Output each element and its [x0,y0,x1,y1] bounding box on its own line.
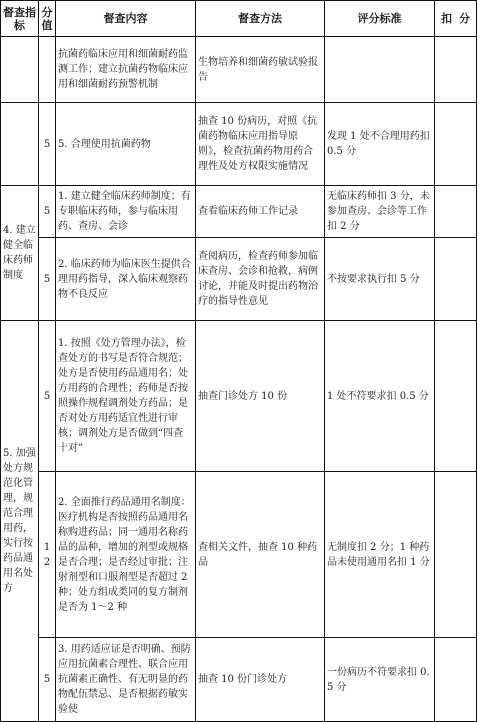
row-deduct [435,103,477,186]
row-indicator: 4. 建立健全临床药师制度 [1,186,39,321]
header-deduct-a: 扣 [441,12,452,25]
row-score: 5 [39,238,56,321]
row-content: 抗菌药临床应用和细菌耐药监测工作；建立抗菌药物临床应用和细菌耐药预警机制 [56,37,196,103]
row-criteria: 1 处不符要求扣 0.5 分 [325,321,435,472]
table-row [1,37,477,103]
row-indicator: 5. 加强处方规范化管理，规范合理用药，实行按药品通用名处方 [1,321,39,722]
table-row [1,238,477,321]
table-row [1,472,477,638]
row-method: 抽查 10 份门诊处方 [196,638,325,722]
row-method: 查相关文件，抽查 10 种药品 [196,472,325,638]
row-criteria: 一份病历不符要求扣 0.5 分 [325,638,435,722]
row-criteria: 无临床药师扣 3 分，未参加查房、会诊等工作扣 2 分 [325,186,435,238]
header-content: 督查内容 [56,1,196,37]
table-row [1,321,477,472]
row-deduct [435,472,477,638]
header-deduct [435,1,477,37]
row-deduct [435,186,477,238]
row-deduct [435,321,477,472]
row-score: 5 [39,186,56,238]
row-method: 抽查 10 份病历，对照《抗菌药物临床应用指导原则》，检查抗菌药物用药合理性及处方权限实施情况 [196,103,325,186]
row-score: 12 [39,472,56,638]
row-deduct [435,638,477,722]
row-content: 1. 建立健全临床药师制度；有专职临床药师，参与临床用药、查房、会诊 [56,186,196,238]
row-content: 2. 临床药师为临床医生提供合理用药指导，深入临床观察药物不良反应 [56,238,196,321]
table-row [1,186,477,238]
header-deduct-b: 分 [459,12,470,25]
row-indicator-empty [1,103,39,186]
row-criteria [325,37,435,103]
row-score: 5 [39,321,56,472]
row-content: 5. 合理使用抗菌药物 [56,103,196,186]
table-row [1,638,477,722]
header-row [1,1,477,37]
row-content: 3. 用药适应证是否明确、预防应用抗菌素合理性、联合应用抗菌素正确性、有无明显的药物配伍禁忌、是否根据药敏实验使 [56,638,196,722]
header-score: 分值 [39,1,56,37]
row-deduct [435,37,477,103]
row-content: 1. 按照《处方管理办法》，检查处方的书写是否符合规范；处方是否使用药品通用名；处方用药的合理性；药师是否按照操作规程调剂处方药品；是否对处方用药适宜性进行审核；调剂处方是否做到“四查十对” [56,321,196,472]
header-criteria: 评分标准 [325,1,435,37]
row-criteria: 发现 1 处不合理用药扣 0.5 分 [325,103,435,186]
row-indicator [1,37,39,103]
table-row [1,103,477,186]
row-score: 5 [39,103,56,186]
row-method: 抽查门诊处方 10 份 [196,321,325,472]
row-content: 2. 全面推行药品通用名制度：医疗机构是否按照药品通用名称购进药品；同一通用名称药品的品种，增加的剂型或规格是否合理；是否经过审批；注射剂型和口服剂型是否超过 2 种；处方组成类同的复方制剂是否为 1～2 种 [56,472,196,638]
header-method: 督查方法 [196,1,325,37]
row-method: 生物培养和细菌药敏试验报告 [196,37,325,103]
row-score: 5 [39,638,56,722]
row-criteria: 无制度扣 2 分；1 种药品未使用通用名扣 1 分 [325,472,435,638]
header-indicator: 督查指标 [1,1,39,37]
row-method: 查阅病历，检查药师参加临床查房、会诊和抢救，病例讨论，并能及时提出药物治疗的指导性意见 [196,238,325,321]
row-criteria: 不按要求执行扣 5 分 [325,238,435,321]
row-score [39,37,56,103]
row-method: 查看临床药师工作记录 [196,186,325,238]
row-deduct [435,238,477,321]
